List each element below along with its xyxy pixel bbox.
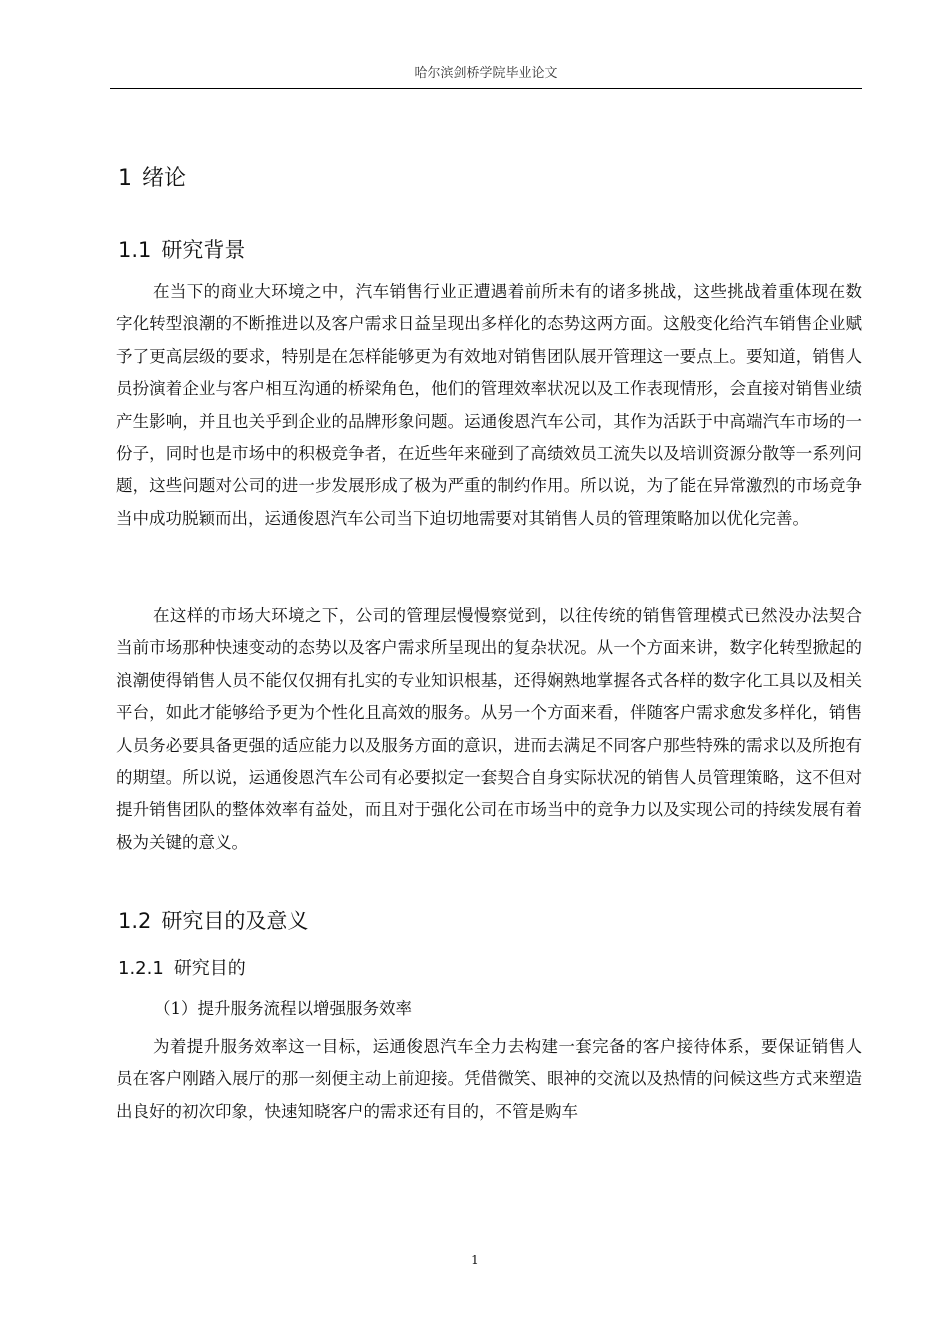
section-number: 1.1	[118, 238, 152, 262]
section-title: 研究目的及意义	[161, 909, 309, 933]
subsection-title: 研究目的	[173, 958, 246, 979]
running-header-title: 哈尔滨剑桥学院毕业论文	[414, 66, 558, 81]
body-paragraph-2: 在这样的市场大环境之下，公司的管理层慢慢察觉到，以往传统的销售管理模式已然没办法契合当前市场那种快速变动的态势以及客户需求所呈现出的复杂状况。从一个方面来讲，数字化转型掀起的浪潮使得销售人员不能仅仅拥有扎实的专业知识根基，还得娴熟地掌握各式各样的数字化工具以及相关平台，如此才能够给予更为个性化且高效的服务。从另一个方面来看，伴随客户需求愈发多样化，销售人员务必要具备更强的适应能力以及服务方面的意识，进而去满足不同客户那些特殊的需求以及所抱有的期望。所以说，运通俊恩汽车公司有必要拟定一套契合自身实际状况的销售人员管理策略，这不但对提升销售团队的整体效率有益处，而且对于强化公司在市场当中的竞争力以及实现公司的持续发展有着极为关键的意义。	[116, 606, 862, 852]
section-heading-1-2	[118, 905, 308, 937]
page-number: 1	[471, 1253, 479, 1267]
body-paragraph-3: 为着提升服务效率这一目标，运通俊恩汽车全力去构建一套完备的客户接待体系，要保证销售人员在客户刚踏入展厅的那一刻便主动上前迎接。凭借微笑、眼神的交流以及热情的问候这些方式来塑造出良好的初次印象，快速知晓客户的需求还有目的，不管是购车	[116, 1037, 862, 1121]
subsection-number: 1.2.1	[118, 958, 164, 979]
section-heading-1-1	[118, 234, 245, 266]
chapter-number: 1	[118, 166, 132, 191]
chapter-heading	[118, 163, 186, 195]
subsection-heading-1-2-1	[118, 955, 246, 983]
list-item-1: （1）提升服务流程以增强服务效率	[154, 999, 412, 1018]
section-title: 研究背景	[161, 238, 246, 262]
body-paragraph-1: 在当下的商业大环境之中，汽车销售行业正遭遇着前所未有的诸多挑战，这些挑战着重体现在数字化转型浪潮的不断推进以及客户需求日益呈现出多样化的态势这两方面。这般变化给汽车销售企业赋予了更高层级的要求，特别是在怎样能够更为有效地对销售团队展开管理这一要点上。要知道，销售人员扮演着企业与客户相互沟通的桥梁角色，他们的管理效率状况以及工作表现情形，会直接对销售业绩产生影响，并且也关乎到企业的品牌形象问题。运通俊恩汽车公司，其作为活跃于中高端汽车市场的一份子，同时也是市场中的积极竞争者，在近些年来碰到了高绩效员工流失以及培训资源分散等一系列问题，这些问题对公司的进一步发展形成了极为严重的制约作用。所以说，为了能在异常激烈的市场竞争当中成功脱颖而出，运通俊恩汽车公司当下迫切地需要对其销售人员的管理策略加以优化完善。	[116, 282, 862, 528]
running-header	[110, 64, 862, 89]
section-number: 1.2	[118, 909, 152, 933]
chapter-title: 绪论	[142, 166, 187, 191]
